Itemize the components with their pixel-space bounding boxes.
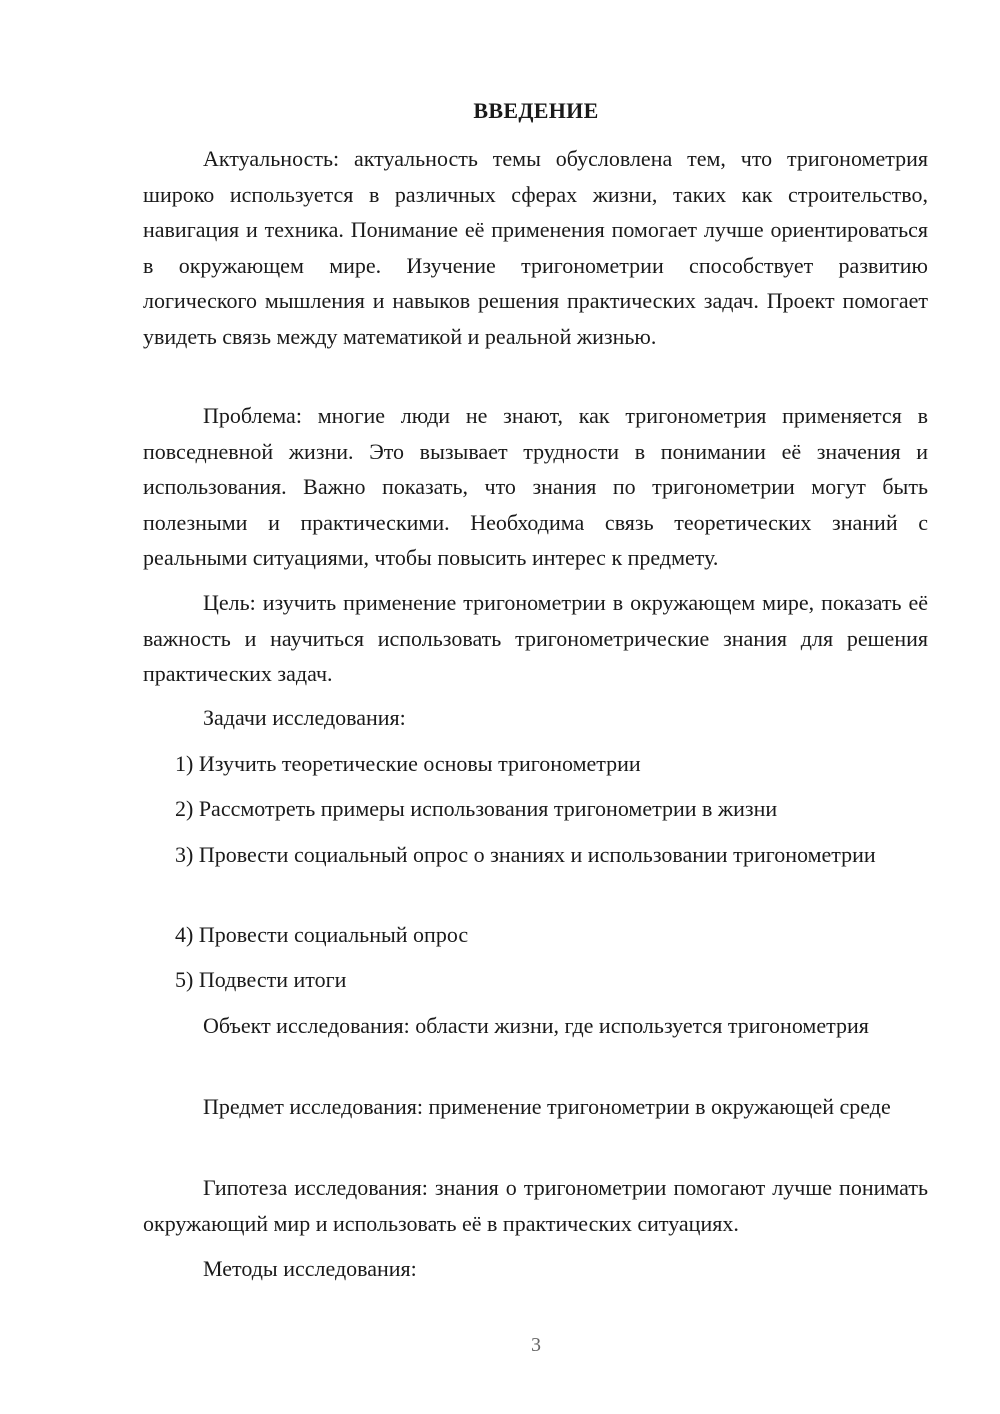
paragraph-goal: Цель: изучить применение тригонометрии в окружающем мире, показать её важность и научиться использовать тригонометрические знания для решения практических задач. [143, 590, 928, 686]
page-number: 3 [531, 1334, 541, 1356]
tasks-heading: Задачи исследования: [203, 705, 406, 730]
task-item: 1) Изучить теоретические основы тригонометрии [175, 751, 641, 776]
paragraph-problem: Проблема: многие люди не знают, как тригонометрия применяется в повседневной жизни. Это вызывает трудности в понимании её значения и использования. Важно показать, что знания по тригонометрии могут быть полезными и практическими. Необходима связь теоретических знаний с реальными ситуациями, чтобы повысить интерес к предмету. [143, 403, 928, 570]
task-item: 2) Рассмотреть примеры использования тригонометрии в жизни [175, 796, 778, 821]
methods-heading: Методы исследования: [203, 1256, 417, 1281]
paragraph-hypothesis: Гипотеза исследования: знания о тригонометрии помогают лучше понимать окружающий мир и использовать её в практических ситуациях. [143, 1175, 928, 1236]
paragraph-object: Объект исследования: области жизни, где используется тригонометрия [203, 1013, 869, 1038]
task-item: 3) Провести социальный опрос о знаниях и использовании тригонометрии [175, 842, 876, 867]
paragraph-relevance: Актуальность: актуальность темы обусловлена тем, что тригонометрия широко используется в различных сферах жизни, таких как строительство, навигация и техника. Понимание её применения помогает лучше ориентироваться в окружающем мире. Изучение тригонометрии способствует развитию логического мышления и навыков решения практических задач. Проект помогает увидеть связь между математикой и реальной жизнью. [143, 146, 928, 349]
paragraph-subject: Предмет исследования: применение тригонометрии в окружающей среде [203, 1094, 891, 1119]
task-item: 5) Подвести итоги [175, 967, 347, 992]
section-heading: ВВЕДЕНИЕ [473, 98, 599, 123]
task-item: 4) Провести социальный опрос [175, 922, 469, 947]
